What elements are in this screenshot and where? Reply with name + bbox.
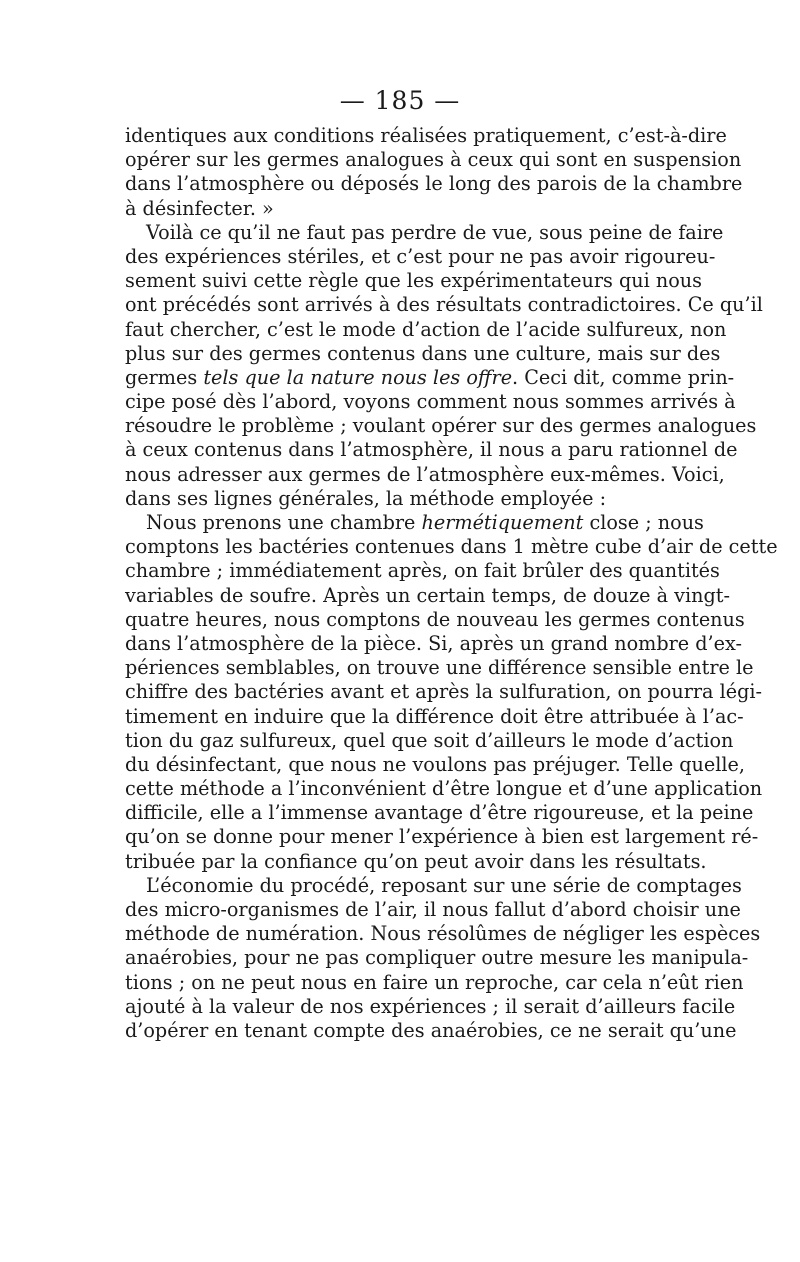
text-segment: ont précédés sont arrivés à des résultats contradictoires. Ce qu’il bbox=[125, 293, 763, 317]
text-segment: plus sur des germes contenus dans une culture, mais sur des bbox=[125, 341, 721, 365]
text-segment: méthode de numération. Nous résolûmes de négliger les espèces bbox=[125, 922, 761, 946]
text-line bbox=[125, 220, 724, 245]
text-line bbox=[125, 777, 763, 801]
text-segment: dans ses lignes générales, la méthode employée : bbox=[125, 486, 607, 510]
italic-phrase: tels que la nature nous les offre bbox=[203, 365, 513, 389]
text-segment: timement en induire que la différence doit être attribuée à l’ac- bbox=[125, 704, 744, 728]
text-line bbox=[125, 1018, 737, 1043]
text-line bbox=[125, 873, 742, 898]
text-line bbox=[125, 317, 727, 342]
text-line bbox=[125, 704, 744, 729]
text-segment: close ; nous bbox=[583, 511, 704, 534]
text-line bbox=[125, 825, 759, 849]
text-line bbox=[125, 124, 727, 148]
text-segment: des micro-organismes de l’air, il nous fallut d’abord choisir une bbox=[125, 898, 741, 921]
text-segment: dans l’atmosphère de la pièce. Si, après un grand nombre d’ex- bbox=[125, 631, 742, 655]
text-line bbox=[125, 293, 763, 317]
text-line bbox=[125, 898, 741, 922]
text-line bbox=[125, 849, 707, 874]
text-line bbox=[125, 583, 730, 608]
text-segment: périences semblables, on trouve une différence sensible entre le bbox=[125, 656, 754, 680]
text-segment: chambre ; immédiatement après, on fait brûler des quantités bbox=[125, 559, 720, 583]
text-segment: ajouté à la valeur de nos expériences ; il serait d’ailleurs facile bbox=[125, 994, 736, 1018]
text-segment: germes bbox=[125, 365, 204, 389]
text-segment: des expériences stériles, et c’est pour ne pas avoir rigoureu- bbox=[125, 244, 716, 268]
text-line bbox=[125, 172, 743, 196]
text-line bbox=[125, 607, 745, 632]
text-segment: Voilà ce qu’il ne faut pas perdre de vue, sous peine de faire bbox=[146, 220, 724, 244]
text-segment: tion du gaz sulfureux, quel que soit d’ailleurs le mode d’action bbox=[125, 728, 734, 752]
text-line bbox=[125, 244, 716, 269]
text-line bbox=[125, 728, 734, 753]
text-segment: nous adresser aux germes de l’atmosphère eux-mêmes. Voici, bbox=[125, 462, 725, 486]
text-line bbox=[125, 487, 673, 511]
text-line bbox=[125, 365, 735, 390]
text-segment: difficile, elle a l’immense avantage d’être rigoureuse, et la peine bbox=[125, 801, 754, 825]
text-segment: d’opérer en tenant compte des anaérobies, ce ne serait qu’une bbox=[125, 1018, 737, 1042]
text-line bbox=[125, 341, 721, 366]
text-line bbox=[125, 511, 704, 535]
text-segment: opérer sur les germes analogues à ceux qui sont en suspension bbox=[125, 148, 742, 172]
text-line bbox=[125, 922, 761, 946]
page-number: — 185 — bbox=[339, 86, 461, 115]
text-segment: chiffre des bactéries avant et après la sulfuration, on pourra légi- bbox=[125, 680, 762, 704]
italic-phrase: hermétiquement bbox=[421, 511, 584, 534]
text-line bbox=[125, 438, 738, 462]
text-line bbox=[125, 752, 745, 777]
text-line bbox=[125, 656, 754, 680]
text-segment: L’économie du procédé, reposant sur une série de comptages bbox=[146, 873, 742, 897]
text-segment: à désinfecter. » bbox=[125, 196, 274, 220]
text-segment: identiques aux conditions réalisées pratiquement, c’est-à-dire bbox=[125, 124, 727, 147]
text-segment: cipe posé dès l’abord, voyons comment nous sommes arrivés à bbox=[125, 390, 736, 414]
body-text bbox=[125, 124, 778, 1043]
text-segment: sement suivi cette règle que les expérimentateurs qui nous bbox=[125, 269, 702, 293]
text-line bbox=[125, 994, 736, 1019]
text-segment: à ceux contenus dans l’atmosphère, il nous a paru rationnel de bbox=[125, 438, 738, 462]
text-segment: variables de soufre. Après un certain temps, de douze à vingt- bbox=[125, 583, 730, 607]
text-segment: qu’on se donne pour mener l’expérience à bien est largement ré- bbox=[125, 825, 759, 849]
text-segment: Nous prenons une chambre bbox=[146, 511, 422, 534]
text-segment: dans l’atmosphère ou déposés le long des parois de la chambre bbox=[125, 172, 743, 196]
text-line bbox=[125, 680, 762, 704]
text-line bbox=[125, 801, 754, 825]
text-line bbox=[125, 148, 742, 172]
text-segment: faut chercher, c’est le mode d’action de l’acide sulfureux, non bbox=[125, 317, 727, 341]
text-line bbox=[125, 946, 749, 970]
text-line bbox=[125, 390, 736, 414]
text-segment: tribuée par la confiance qu’on peut avoir dans les résultats. bbox=[125, 849, 707, 873]
text-line bbox=[125, 197, 673, 221]
text-segment: cette méthode a l’inconvénient d’être longue et d’une application bbox=[125, 777, 763, 801]
text-line bbox=[125, 970, 744, 995]
text-line bbox=[125, 559, 720, 583]
text-segment: quatre heures, nous comptons de nouveau les germes contenus bbox=[125, 607, 745, 631]
text-line bbox=[125, 462, 725, 487]
text-segment: tions ; on ne peut nous en faire un reproche, car cela n’eût rien bbox=[125, 970, 744, 994]
text-segment: du désinfectant, que nous ne voulons pas préjuger. Telle quelle, bbox=[125, 752, 745, 776]
text-line bbox=[125, 535, 778, 559]
text-line bbox=[125, 269, 702, 293]
text-segment: . Ceci dit, comme prin- bbox=[512, 365, 735, 389]
text-segment: comptons les bactéries contenues dans 1 mètre cube d’air de cette bbox=[125, 535, 778, 559]
text-line bbox=[125, 414, 757, 438]
text-segment: résoudre le problème ; voulant opérer sur des germes analogues bbox=[125, 414, 757, 438]
text-line bbox=[125, 631, 742, 656]
text-segment: anaérobies, pour ne pas compliquer outre mesure les manipula- bbox=[125, 946, 749, 970]
